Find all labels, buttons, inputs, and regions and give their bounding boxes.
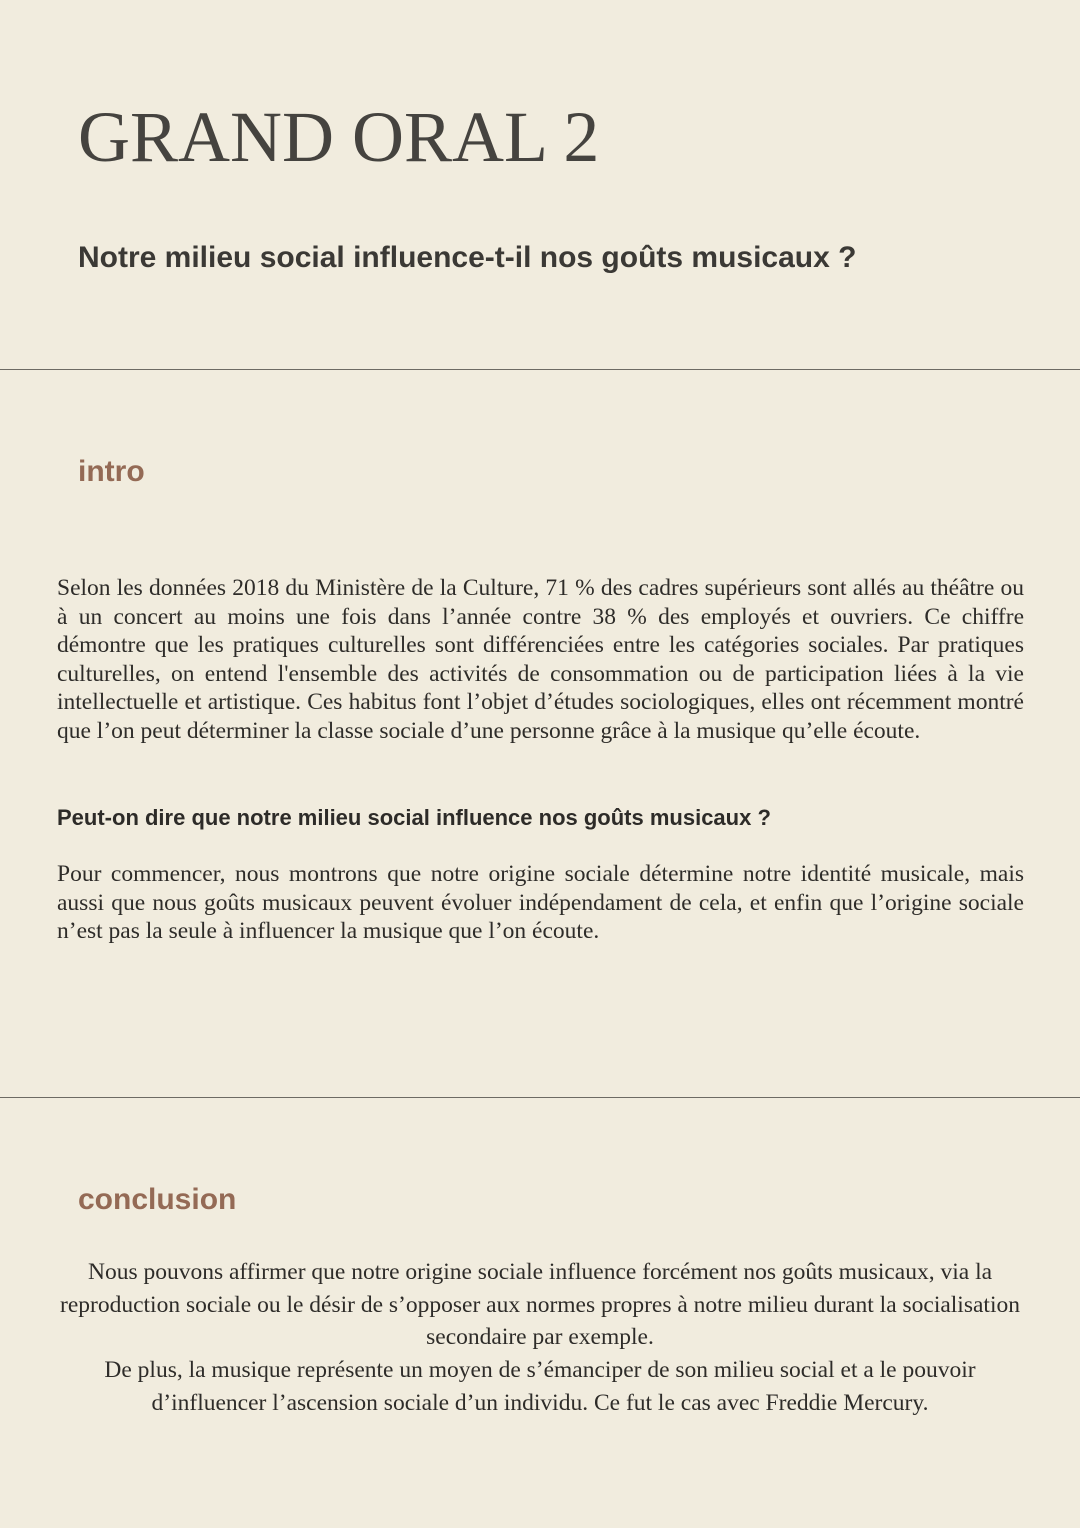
- conclusion-text-2: De plus, la musique représente un moyen de s’émanciper de son milieu social et a le pouvoir d’influencer l’ascension sociale d’un individu. Ce fut le cas avec Freddie Mercury.: [104, 1357, 976, 1416]
- page-subtitle: Notre milieu social influence-t-il nos goûts musicaux ?: [78, 241, 857, 274]
- intro-heading: intro: [78, 455, 145, 488]
- divider: [0, 369, 1080, 370]
- page-title: GRAND ORAL 2: [78, 97, 600, 177]
- conclusion-paragraph: [50, 1256, 1030, 1420]
- divider: [0, 1097, 1080, 1098]
- conclusion-text-1: Nous pouvons affirmer que notre origine sociale influence forcément nos goûts musicaux, via la reproduction sociale ou le désir de s’opposer aux normes propres à notre milieu durant la socialisation secondaire par exemple.: [60, 1259, 1020, 1351]
- intro-paragraph: Selon les données 2018 du Ministère de la Culture, 71 % des cadres supérieurs sont allés au théâtre ou à un concert au moins une fois dans l’année contre 38 % des employés et ouvriers. Ce chiffre démontre que les pratiques culturelles sont différenciées entre les catégories sociales. Par pratiques culturelles, on entend l'ensemble des activités de consommation ou de participation liées à la vie intellectuelle et artistique. Ces habitus font l’objet d’études sociologiques, elles ont récemment montré que l’on peut déterminer la classe sociale d’une personne grâce à la musique qu’elle écoute.: [57, 575, 1024, 744]
- intro-plan-paragraph: Pour commencer, nous montrons que notre origine sociale détermine notre identité musicale, mais aussi que nous goûts musicaux peuvent évoluer indépendament de cela, et enfin que l’origine sociale n’est pas la seule à influencer la musique que l’on écoute.: [57, 861, 1024, 945]
- conclusion-heading: conclusion: [78, 1183, 237, 1216]
- problematic-question: Peut-on dire que notre milieu social influence nos goûts musicaux ?: [57, 805, 771, 830]
